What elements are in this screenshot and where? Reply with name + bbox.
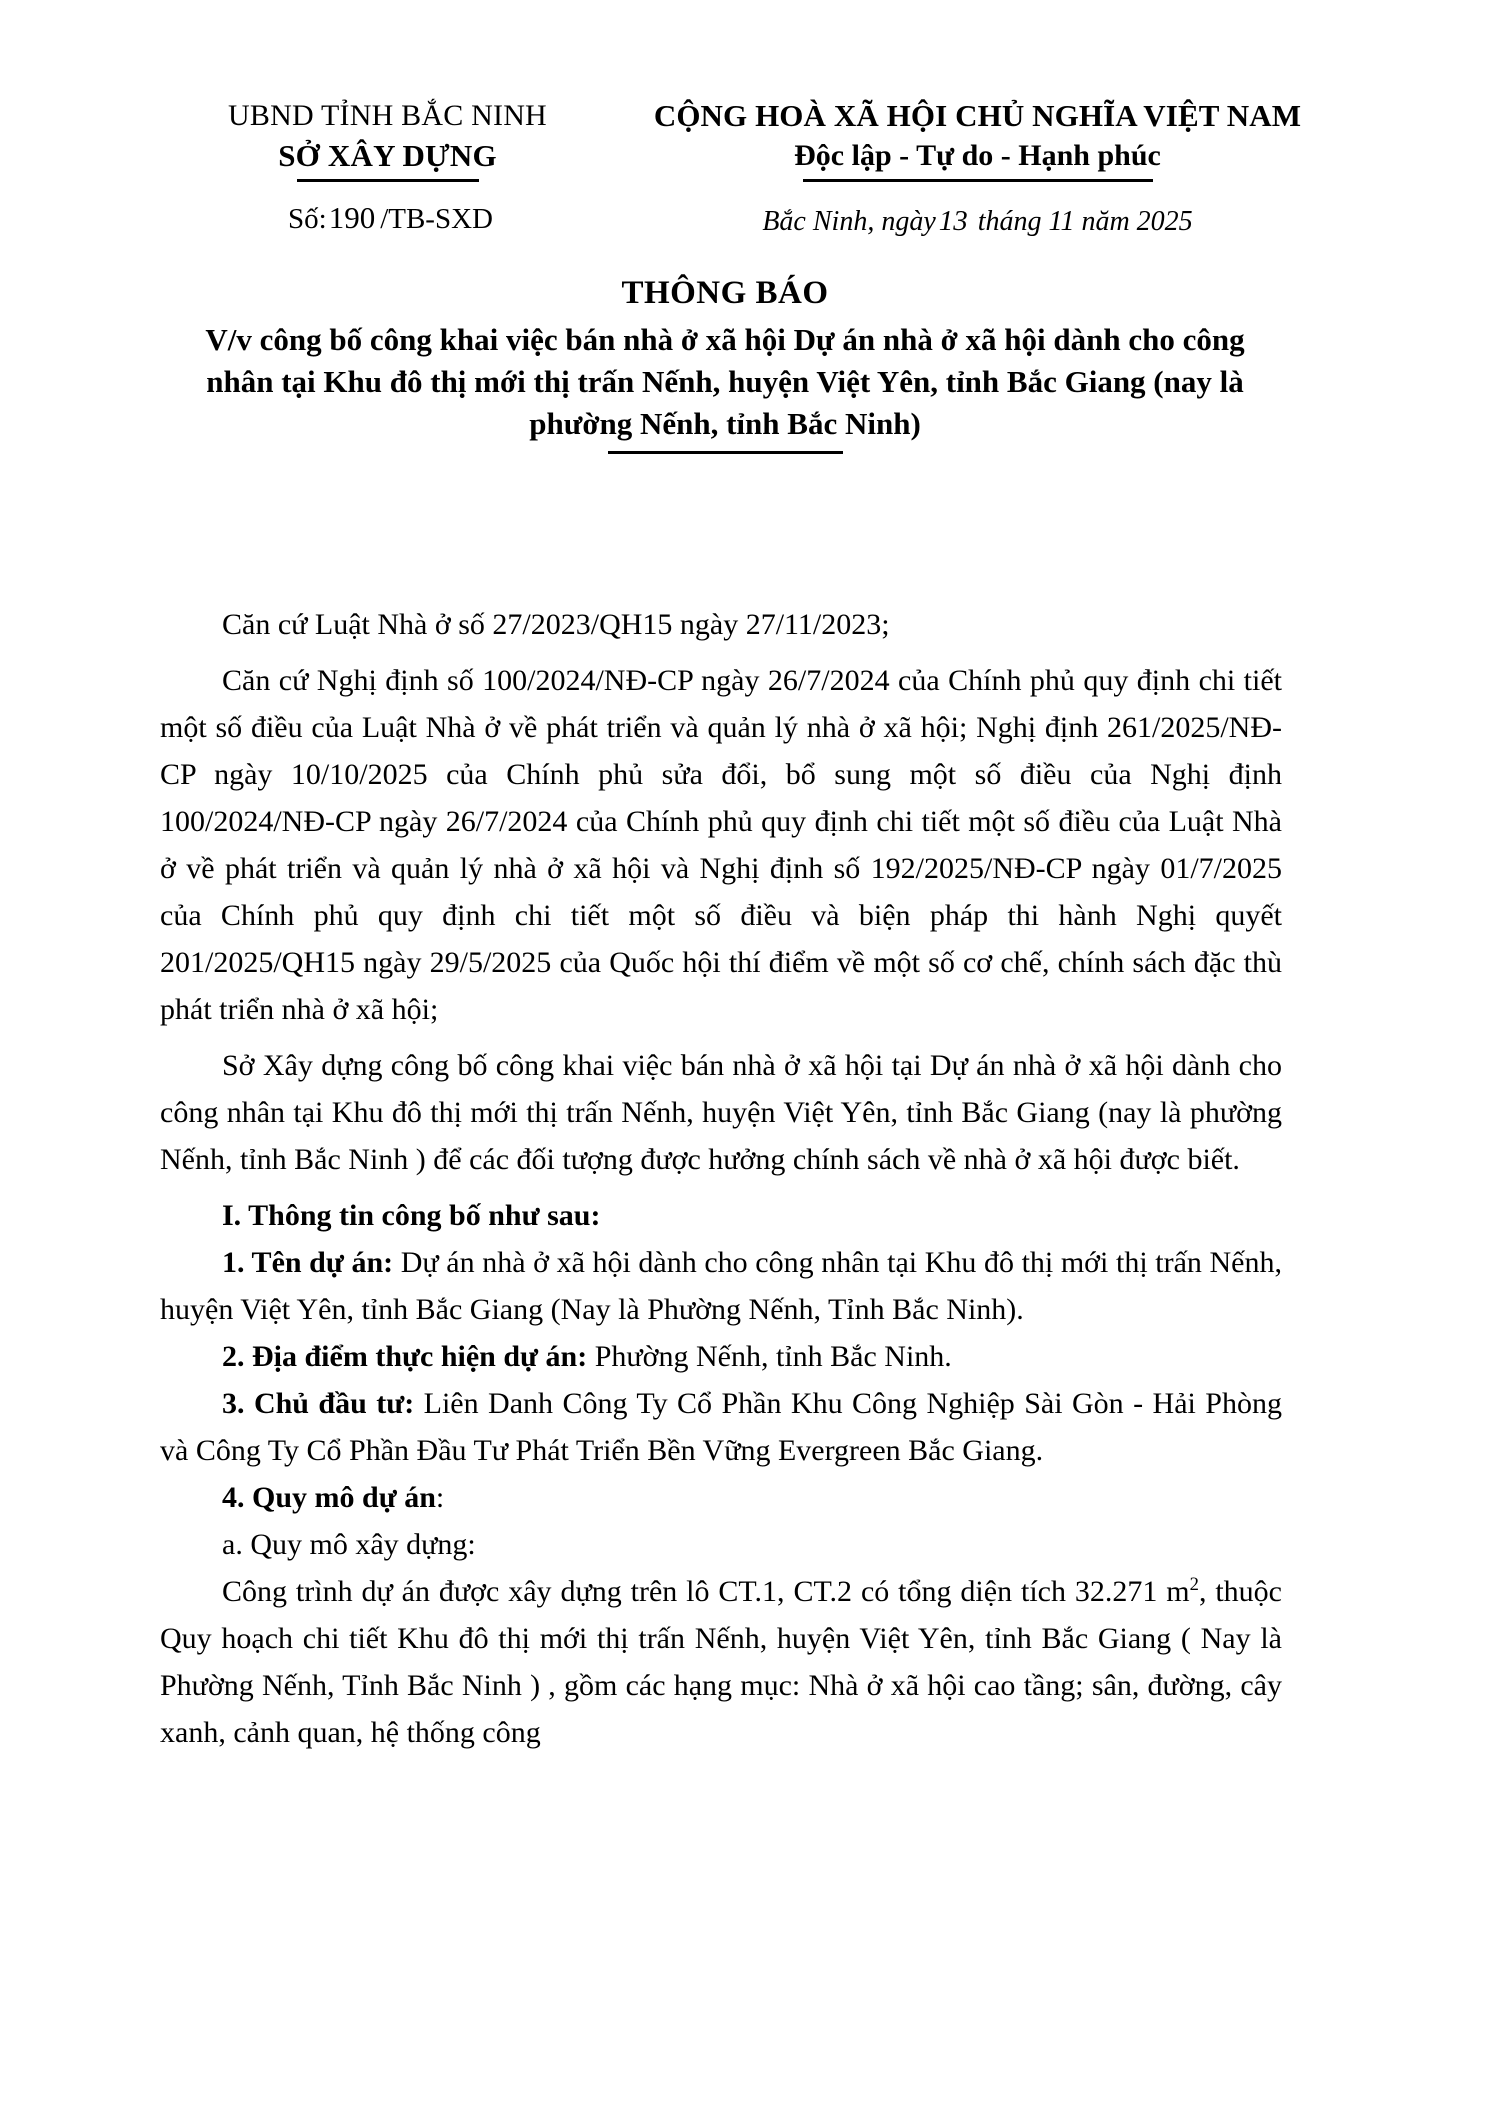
country-name-label: CỘNG HOÀ XÃ HỘI CHỦ NGHĨA VIỆT NAM [653, 98, 1302, 133]
document-body [160, 601, 1282, 1756]
item-4-colon: : [435, 1481, 445, 1514]
province-authority-label: UBND TỈNH BẮC NINH [228, 99, 547, 132]
department-name-underline [297, 179, 479, 182]
item-4-project-scale-heading [160, 1474, 1282, 1521]
document-header [160, 96, 1340, 241]
square-meter-exponent: 2 [1189, 1574, 1199, 1595]
place-date-prefix: Bắc Ninh, ngày [762, 206, 936, 237]
document-number-label: Số: [288, 203, 327, 235]
place-and-date-line [615, 202, 1340, 241]
item-1-label: 1. Tên dự án: [222, 1246, 394, 1279]
item-3-investor [160, 1380, 1282, 1474]
section-heading-I-text: I. Thông tin công bố như sau: [222, 1199, 601, 1232]
legal-basis-paragraph-1: Căn cứ Luật Nhà ở số 27/2023/QH15 ngày 27/11/2023; [222, 608, 890, 641]
national-heading-block [615, 96, 1340, 241]
document-title-block [160, 272, 1290, 454]
title-underline [608, 451, 843, 454]
department-name-label: SỞ XÂY DỰNG [278, 138, 497, 173]
item-2-value: Phường Nếnh, tỉnh Bắc Ninh. [587, 1340, 952, 1373]
legal-basis-paragraph-2: Căn cứ Nghị định số 100/2024/NĐ-CP ngày 26/7/2024 của Chính phủ quy định chi tiết một số điều của Luật Nhà ở về phát triển và quản lý nhà ở xã hội; Nghị định 261/2025/NĐ-CP ngày 10/10/2025 của Chính phủ sửa đổi, bổ sung một số điều của Nghị định 100/2024/NĐ-CP ngày 26/7/2024 của Chính phủ quy định chi tiết một số điều của Luật Nhà ở về phát triển và quản lý nhà ở xã hội và Nghị định số 192/2025/NĐ-CP ngày 01/7/2025 của Chính phủ quy định chi tiết một số điều và biện pháp thi hành Nghị quyết 201/2025/QH15 ngày 29/5/2025 của Quốc hội thí điểm về một số cơ chế, chính sách đặc thù phát triển nhà ở xã hội; [160, 664, 1282, 1026]
issue-day-value: 13 [938, 205, 968, 237]
announcement-paragraph: Sở Xây dựng công bố công khai việc bán nhà ở xã hội tại Dự án nhà ở xã hội dành cho công nhân tại Khu đô thị mới thị trấn Nếnh, huyện Việt Yên, tỉnh Bắc Giang (nay là phường Nếnh, tỉnh Bắc Ninh ) để các đối tượng được hưởng chính sách về nhà ở xã hội được biết. [160, 1049, 1282, 1176]
section-heading-I [160, 1192, 1282, 1239]
document-type-title: THÔNG BÁO [621, 275, 829, 311]
document-number-suffix: /TB-SXD [380, 203, 493, 235]
document-number-value: 190 [328, 200, 376, 235]
item-2-project-location [160, 1333, 1282, 1380]
construction-scale-text-pre: Công trình dự án được xây dựng trên lô CT.1, CT.2 có tổng diện tích 32.271 m [222, 1575, 1190, 1608]
document-number-line [160, 199, 615, 238]
issue-month-year: tháng 11 năm 2025 [977, 206, 1193, 237]
item-3-value: Liên Danh Công Ty Cổ Phần Khu Công Nghiệp Sài Gòn - Hải Phòng và Công Ty Cổ Phần Đầu Tư Phát Triển Bền Vững Evergreen Bắc Giang. [160, 1387, 1282, 1467]
item-3-label: 3. Chủ đầu tư: [222, 1387, 415, 1420]
item-1-value: Dự án nhà ở xã hội dành cho công nhân tại Khu đô thị mới thị trấn Nếnh, huyện Việt Yên, tỉnh Bắc Giang (Nay là Phường Nếnh, Tỉnh Bắc Ninh). [160, 1246, 1282, 1326]
issuing-authority-block [160, 96, 615, 238]
item-1-project-name [160, 1239, 1282, 1333]
document-subject-title: V/v công bố công khai việc bán nhà ở xã hội Dự án nhà ở xã hội dành cho công nhân tại Khu đô thị mới thị trấn Nếnh, huyện Việt Yên, tỉnh Bắc Giang (nay là phường Nếnh, tỉnh Bắc Ninh) [205, 322, 1245, 441]
item-4-label: 4. Quy mô dự án [222, 1481, 436, 1514]
item-2-label: 2. Địa điểm thực hiện dự án: [222, 1340, 588, 1373]
construction-scale-text-post: , thuộc Quy hoạch chi tiết Khu đô thị mới thị trấn Nếnh, huyện Việt Yên, tỉnh Bắc Giang ( Nay là Phường Nếnh, Tỉnh Bắc Ninh ) , gồm các hạng mục: Nhà ở xã hội cao tầng; sân, đường, cây xanh, cảnh quan, hệ thống công [160, 1575, 1282, 1749]
national-motto-label: Độc lập - Tự do - Hạnh phúc [794, 139, 1161, 172]
national-motto-underline [803, 179, 1153, 182]
item-4a-construction-scale-text [160, 1568, 1282, 1756]
item-4a-construction-scale-heading: a. Quy mô xây dựng: [222, 1528, 476, 1561]
